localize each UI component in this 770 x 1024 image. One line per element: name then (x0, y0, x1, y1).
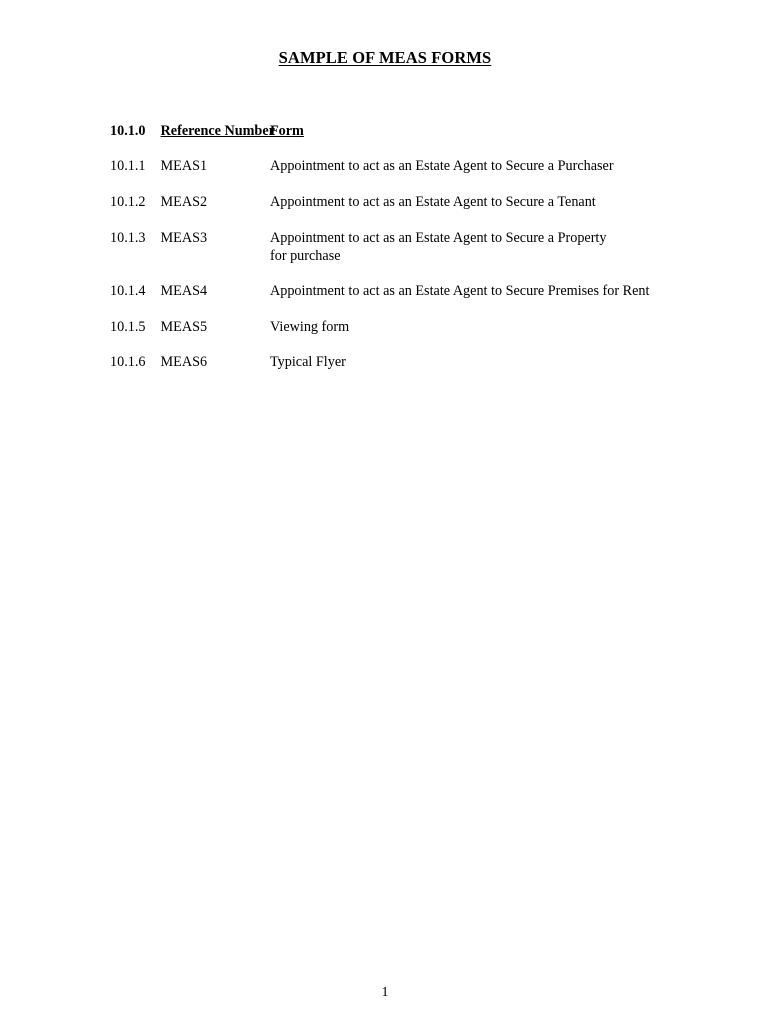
row-number: 10.1.6 (110, 354, 146, 370)
form-description: Viewing form (270, 319, 350, 335)
row-number: 10.1.4 (110, 283, 146, 299)
reference-code: MEAS3 (160, 230, 208, 246)
reference-cell (110, 157, 207, 175)
reference-code: MEAS2 (160, 194, 208, 210)
form-description (270, 229, 710, 265)
row-number: 10.1.3 (110, 230, 146, 246)
reference-cell (110, 282, 207, 300)
reference-code: MEAS6 (160, 354, 208, 370)
reference-code: MEAS4 (160, 283, 208, 299)
reference-cell (110, 353, 207, 371)
row-number: 10.1.5 (110, 319, 146, 335)
form-description: Appointment to act as an Estate Agent to Secure a Purchaser (270, 158, 614, 174)
page-number: 1 (381, 985, 389, 1000)
header-reference-cell (110, 122, 275, 140)
form-description: Appointment to act as an Estate Agent to Secure a Tenant (270, 194, 596, 210)
reference-code: MEAS5 (160, 319, 208, 335)
reference-code: MEAS1 (160, 158, 208, 174)
form-description: Appointment to act as an Estate Agent to Secure Premises for Rent (270, 283, 650, 299)
form-description-line2: for purchase (270, 248, 341, 264)
row-number: 10.1.1 (110, 158, 146, 174)
reference-cell (110, 318, 207, 336)
header-number: 10.1.0 (110, 123, 146, 139)
form-description-line1: Appointment to act as an Estate Agent to Secure a Property (270, 230, 607, 246)
header-reference-label: Reference Number (160, 123, 275, 139)
header-form-label: Form (270, 123, 304, 139)
form-description: Typical Flyer (270, 354, 346, 370)
reference-cell (110, 193, 207, 211)
reference-cell (110, 229, 207, 247)
row-number: 10.1.2 (110, 194, 146, 210)
document-title: SAMPLE OF MEAS FORMS (278, 48, 492, 67)
